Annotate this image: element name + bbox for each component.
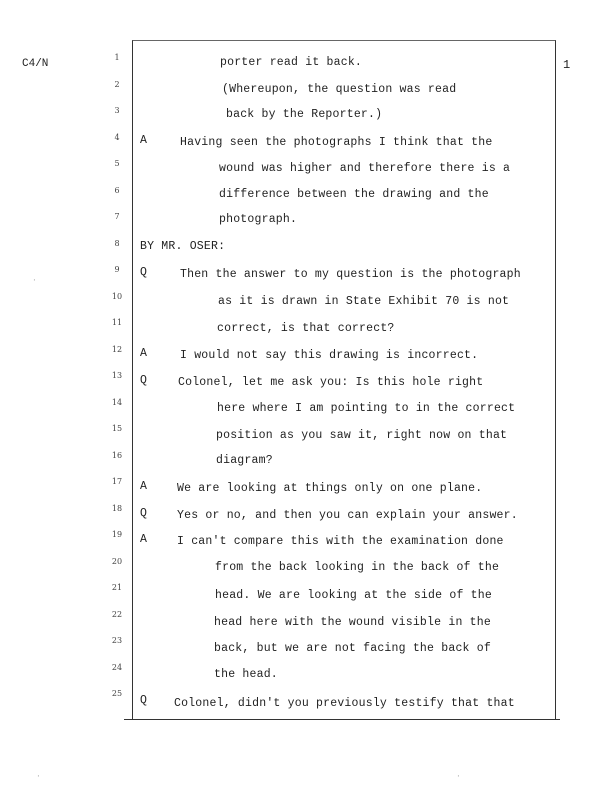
line-number: 25 [111, 689, 123, 698]
transcript-line: correct, is that correct? [217, 322, 395, 335]
transcript-line: (Whereupon, the question was read [222, 83, 457, 96]
transcript-line: wound was higher and therefore there is a [219, 162, 511, 175]
sheet-id: C4/N [22, 58, 49, 70]
speaker-label: A [140, 134, 147, 147]
scan-speck: · [456, 772, 461, 781]
transcript-line: photograph. [219, 213, 298, 226]
transcript-line: I can't compare this with the examination done [177, 535, 504, 548]
transcript-line: Having seen the photographs I think that the [180, 136, 493, 149]
transcript-line: I would not say this drawing is incorrect. [180, 349, 479, 362]
line-number: 10 [111, 292, 123, 301]
speaker-label: Q [140, 507, 147, 520]
scan-speck: · [32, 276, 37, 285]
line-number: 18 [111, 504, 123, 513]
transcript-line: We are looking at things only on one plane. [177, 482, 483, 495]
transcript-line: Colonel, let me ask you: Is this hole right [178, 376, 484, 389]
line-number: 12 [111, 345, 123, 354]
transcript-line: back, but we are not facing the back of [214, 642, 491, 655]
line-number: 9 [114, 265, 120, 274]
transcript-line: as it is drawn in State Exhibit 70 is not [218, 295, 510, 308]
transcript-line: BY MR. OSER: [140, 240, 226, 253]
frame-bottom-rule [124, 719, 560, 720]
line-number: 24 [111, 663, 123, 672]
transcript-line: position as you saw it, right now on that [216, 429, 508, 442]
speaker-label: A [140, 480, 147, 493]
line-number: 5 [114, 159, 120, 168]
page-number: 1 [563, 58, 571, 72]
transcript-line: Yes or no, and then you can explain your answer. [177, 509, 518, 522]
line-number: 21 [111, 583, 123, 592]
transcript-line: here where I am pointing to in the correct [217, 402, 516, 415]
line-number: 19 [111, 530, 123, 539]
speaker-label: Q [140, 694, 147, 707]
line-number: 7 [114, 212, 120, 221]
line-number: 11 [111, 318, 123, 327]
line-number: 2 [114, 80, 120, 89]
transcript-line: from the back looking in the back of the [215, 561, 500, 574]
transcript-line: difference between the drawing and the [219, 188, 489, 201]
transcript-line: the head. [214, 668, 278, 681]
speaker-label: Q [140, 266, 147, 279]
line-number: 20 [111, 557, 123, 566]
line-number: 23 [111, 636, 123, 645]
transcript-line: diagram? [216, 454, 273, 467]
transcript-line: Then the answer to my question is the photograph [180, 268, 521, 281]
speaker-label: A [140, 533, 147, 546]
transcript-line: head. We are looking at the side of the [215, 589, 492, 602]
transcript-line: head here with the wound visible in the [214, 616, 491, 629]
line-number: 16 [111, 451, 123, 460]
line-number: 6 [114, 186, 120, 195]
line-number: 8 [114, 239, 120, 248]
line-number: 4 [114, 133, 120, 142]
transcript-line: porter read it back. [220, 56, 363, 69]
line-number: 17 [111, 477, 123, 486]
line-number: 14 [111, 398, 123, 407]
speaker-label: Q [140, 374, 147, 387]
transcript-line: back by the Reporter.) [226, 108, 383, 121]
line-number: 22 [111, 610, 123, 619]
transcript-line: Colonel, didn't you previously testify that that [174, 697, 515, 710]
scan-speck: · [36, 772, 41, 781]
line-number: 15 [111, 424, 123, 433]
line-number: 1 [114, 53, 120, 62]
line-number: 13 [111, 371, 123, 380]
line-number: 3 [114, 106, 120, 115]
speaker-label: A [140, 347, 147, 360]
